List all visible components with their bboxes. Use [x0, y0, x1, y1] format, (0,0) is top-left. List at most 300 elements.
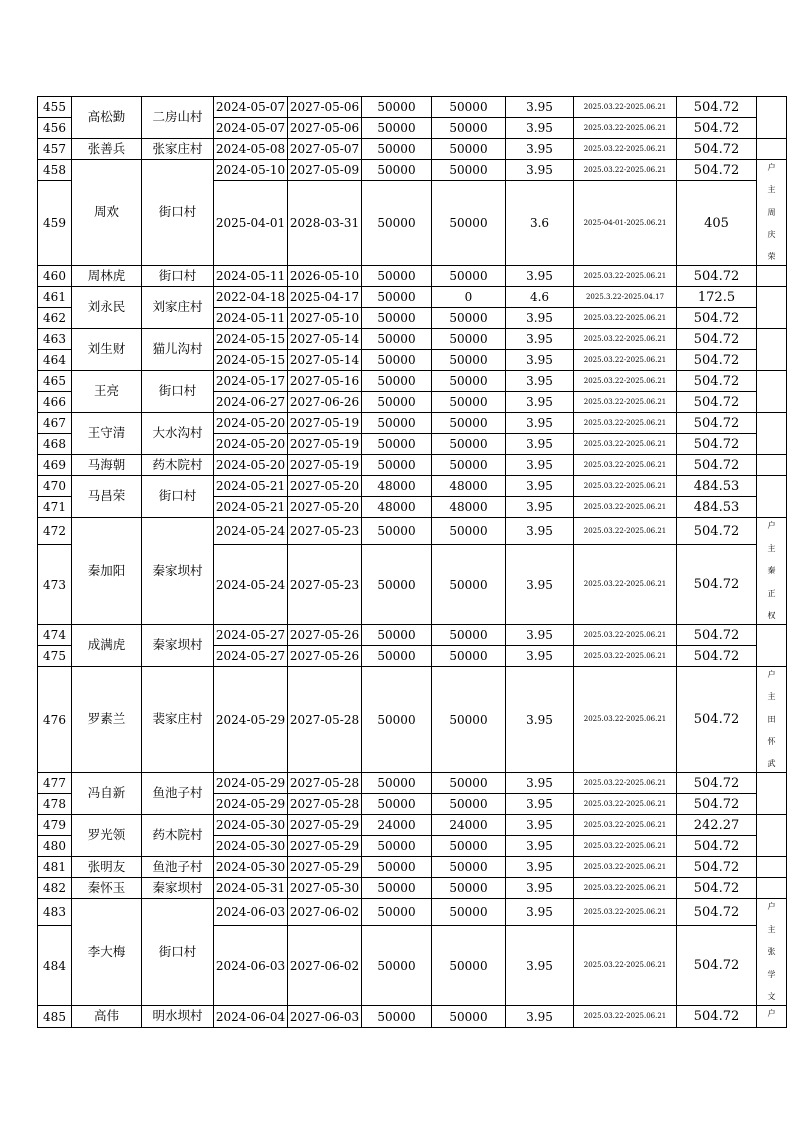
remark — [757, 773, 787, 815]
remark — [757, 878, 787, 899]
interest-rate: 3.95 — [506, 371, 574, 392]
loan-end-date: 2027-05-26 — [288, 646, 362, 667]
subsidy-interest: 504.72 — [677, 1006, 757, 1028]
interest-rate: 3.95 — [506, 392, 574, 413]
loan-balance: 50000 — [432, 308, 506, 329]
village-name: 街口村 — [142, 160, 214, 266]
row-number: 473 — [38, 545, 72, 625]
loan-start-date: 2025-04-01 — [214, 181, 288, 266]
loan-amount: 50000 — [362, 266, 432, 287]
loan-amount: 50000 — [362, 434, 432, 455]
interest-rate: 3.95 — [506, 350, 574, 371]
loan-amount: 50000 — [362, 97, 432, 118]
subsidy-period: 2025.03.22-2025.06.21 — [574, 545, 677, 625]
loan-amount: 50000 — [362, 160, 432, 181]
loan-start-date: 2024-06-27 — [214, 392, 288, 413]
interest-rate: 3.6 — [506, 181, 574, 266]
remark-char: 正 — [767, 588, 776, 598]
loan-balance: 50000 — [432, 518, 506, 545]
interest-rate: 3.95 — [506, 308, 574, 329]
subsidy-interest: 504.72 — [677, 329, 757, 350]
loan-start-date: 2024-05-21 — [214, 497, 288, 518]
loan-start-date: 2024-05-27 — [214, 625, 288, 646]
loan-balance: 50000 — [432, 857, 506, 878]
remark — [757, 160, 787, 266]
interest-rate: 3.95 — [506, 118, 574, 139]
subsidy-period: 2025.03.22-2025.06.21 — [574, 878, 677, 899]
loan-balance: 50000 — [432, 371, 506, 392]
loan-balance: 50000 — [432, 545, 506, 625]
remark-char: 户 — [767, 163, 776, 172]
remark-char: 学 — [767, 969, 776, 979]
remark-char: 户 — [767, 670, 776, 679]
row-number: 465 — [38, 371, 72, 392]
borrower-name: 马海朝 — [72, 455, 142, 476]
loan-balance: 50000 — [432, 667, 506, 773]
subsidy-period: 2025.03.22-2025.06.21 — [574, 392, 677, 413]
village-name: 秦家坝村 — [142, 878, 214, 899]
interest-rate: 3.95 — [506, 455, 574, 476]
village-name: 张家庄村 — [142, 139, 214, 160]
row-number: 468 — [38, 434, 72, 455]
borrower-name: 周欢 — [72, 160, 142, 266]
loan-end-date: 2027-05-07 — [288, 139, 362, 160]
loan-balance: 50000 — [432, 646, 506, 667]
subsidy-interest: 504.72 — [677, 392, 757, 413]
loan-start-date: 2024-05-30 — [214, 815, 288, 836]
subsidy-interest: 504.72 — [677, 118, 757, 139]
interest-rate: 3.95 — [506, 329, 574, 350]
table-row — [38, 815, 787, 836]
loan-start-date: 2024-05-30 — [214, 857, 288, 878]
loan-amount: 50000 — [362, 899, 432, 926]
interest-rate: 3.95 — [506, 878, 574, 899]
subsidy-period: 2025.03.22-2025.06.21 — [574, 308, 677, 329]
borrower-name: 马昌荣 — [72, 476, 142, 518]
loan-end-date: 2028-03-31 — [288, 181, 362, 266]
loan-end-date: 2025-04-17 — [288, 287, 362, 308]
interest-rate: 3.95 — [506, 476, 574, 497]
remark — [757, 139, 787, 160]
loan-balance: 50000 — [432, 97, 506, 118]
table-row — [38, 139, 787, 160]
subsidy-period: 2025.03.22-2025.06.21 — [574, 118, 677, 139]
village-name: 药木院村 — [142, 815, 214, 857]
subsidy-period: 2025.03.22-2025.06.21 — [574, 899, 677, 926]
table-row — [38, 329, 787, 350]
remark — [757, 266, 787, 287]
subsidy-interest: 504.72 — [677, 97, 757, 118]
subsidy-interest: 504.72 — [677, 350, 757, 371]
loan-start-date: 2024-05-29 — [214, 794, 288, 815]
subsidy-interest: 504.72 — [677, 518, 757, 545]
subsidy-interest: 504.72 — [677, 926, 757, 1006]
subsidy-interest: 484.53 — [677, 497, 757, 518]
subsidy-interest: 504.72 — [677, 667, 757, 773]
remark-char: 文 — [767, 992, 776, 1001]
loan-end-date: 2027-05-29 — [288, 836, 362, 857]
remark-char: 户 — [767, 902, 776, 911]
table-row — [38, 878, 787, 899]
loan-end-date: 2027-05-19 — [288, 434, 362, 455]
interest-rate: 3.95 — [506, 413, 574, 434]
subsidy-interest: 504.72 — [677, 434, 757, 455]
loan-start-date: 2024-06-03 — [214, 926, 288, 1006]
loan-balance: 50000 — [432, 836, 506, 857]
subsidy-period: 2025.03.22-2025.06.21 — [574, 773, 677, 794]
remark — [757, 815, 787, 857]
table-row — [38, 455, 787, 476]
loan-start-date: 2024-05-15 — [214, 329, 288, 350]
borrower-name: 成满虎 — [72, 625, 142, 667]
subsidy-interest: 504.72 — [677, 878, 757, 899]
subsidy-interest: 504.72 — [677, 899, 757, 926]
row-number: 464 — [38, 350, 72, 371]
subsidy-period: 2025.03.22-2025.06.21 — [574, 857, 677, 878]
loan-amount: 50000 — [362, 139, 432, 160]
subsidy-interest: 172.5 — [677, 287, 757, 308]
interest-rate: 3.95 — [506, 899, 574, 926]
loan-balance: 48000 — [432, 476, 506, 497]
loan-amount: 50000 — [362, 181, 432, 266]
remark-char: 主 — [767, 692, 776, 702]
village-name: 大水沟村 — [142, 413, 214, 455]
village-name: 街口村 — [142, 476, 214, 518]
interest-rate: 3.95 — [506, 773, 574, 794]
loan-amount: 50000 — [362, 926, 432, 1006]
loan-amount: 50000 — [362, 287, 432, 308]
loan-amount: 50000 — [362, 413, 432, 434]
loan-balance: 50000 — [432, 181, 506, 266]
row-number: 470 — [38, 476, 72, 497]
village-name: 药木院村 — [142, 455, 214, 476]
loan-balance: 50000 — [432, 794, 506, 815]
interest-rate: 3.95 — [506, 139, 574, 160]
village-name: 秦家坝村 — [142, 625, 214, 667]
loan-start-date: 2024-05-20 — [214, 413, 288, 434]
remark-char: 荣 — [767, 252, 776, 261]
subsidy-period: 2025.03.22-2025.06.21 — [574, 97, 677, 118]
remark — [757, 667, 787, 773]
village-name: 街口村 — [142, 899, 214, 1006]
interest-rate: 3.95 — [506, 667, 574, 773]
borrower-name: 王守清 — [72, 413, 142, 455]
borrower-name: 刘永民 — [72, 287, 142, 329]
row-number: 479 — [38, 815, 72, 836]
remark — [757, 97, 787, 139]
remark-char: 主 — [767, 543, 776, 553]
loan-start-date: 2024-05-11 — [214, 266, 288, 287]
interest-rate: 3.95 — [506, 625, 574, 646]
remark — [757, 455, 787, 476]
remark — [757, 476, 787, 518]
loan-start-date: 2024-05-08 — [214, 139, 288, 160]
subsidy-interest: 242.27 — [677, 815, 757, 836]
loan-balance: 50000 — [432, 413, 506, 434]
loan-amount: 50000 — [362, 646, 432, 667]
table-row — [38, 97, 787, 118]
row-number: 462 — [38, 308, 72, 329]
loan-amount: 50000 — [362, 836, 432, 857]
row-number: 472 — [38, 518, 72, 545]
table-row — [38, 667, 787, 773]
loan-end-date: 2027-05-29 — [288, 857, 362, 878]
loan-amount: 50000 — [362, 308, 432, 329]
subsidy-period: 2025.03.22-2025.06.21 — [574, 518, 677, 545]
borrower-name: 张明友 — [72, 857, 142, 878]
village-name: 秦家坝村 — [142, 518, 214, 625]
remark — [757, 857, 787, 878]
village-name: 刘家庄村 — [142, 287, 214, 329]
loan-amount: 48000 — [362, 476, 432, 497]
row-number: 467 — [38, 413, 72, 434]
loan-balance: 50000 — [432, 455, 506, 476]
remark-char: 户 — [767, 1009, 776, 1018]
village-name: 鱼池子村 — [142, 857, 214, 878]
row-number: 477 — [38, 773, 72, 794]
loan-end-date: 2027-05-06 — [288, 118, 362, 139]
loan-end-date: 2027-06-02 — [288, 926, 362, 1006]
village-name: 二房山村 — [142, 97, 214, 139]
subsidy-interest: 504.72 — [677, 455, 757, 476]
remark — [757, 371, 787, 413]
loan-start-date: 2024-05-29 — [214, 667, 288, 773]
subsidy-period: 2025.03.22-2025.06.21 — [574, 667, 677, 773]
loan-start-date: 2024-05-17 — [214, 371, 288, 392]
loan-end-date: 2027-06-03 — [288, 1006, 362, 1028]
row-number: 471 — [38, 497, 72, 518]
loan-start-date: 2024-05-31 — [214, 878, 288, 899]
subsidy-period: 2025.03.22-2025.06.21 — [574, 836, 677, 857]
remark-char: 怀 — [767, 736, 776, 746]
row-number: 458 — [38, 160, 72, 181]
subsidy-period: 2025.03.22-2025.06.21 — [574, 329, 677, 350]
row-number: 485 — [38, 1006, 72, 1028]
row-number: 481 — [38, 857, 72, 878]
loan-end-date: 2027-05-23 — [288, 545, 362, 625]
loan-balance: 50000 — [432, 878, 506, 899]
row-number: 457 — [38, 139, 72, 160]
borrower-name: 高松勤 — [72, 97, 142, 139]
village-name: 裴家庄村 — [142, 667, 214, 773]
loan-end-date: 2027-05-28 — [288, 667, 362, 773]
remark-char: 秦 — [767, 566, 776, 575]
loan-amount: 50000 — [362, 545, 432, 625]
subsidy-interest: 504.72 — [677, 857, 757, 878]
loan-amount: 50000 — [362, 667, 432, 773]
loan-start-date: 2024-05-24 — [214, 545, 288, 625]
subsidy-interest: 504.72 — [677, 308, 757, 329]
subsidy-interest: 504.72 — [677, 545, 757, 625]
interest-rate: 4.6 — [506, 287, 574, 308]
subsidy-interest: 504.72 — [677, 773, 757, 794]
borrower-name: 秦怀玉 — [72, 878, 142, 899]
loan-balance: 50000 — [432, 139, 506, 160]
loan-end-date: 2027-05-20 — [288, 476, 362, 497]
loan-start-date: 2024-05-30 — [214, 836, 288, 857]
subsidy-period: 2025.03.22-2025.06.21 — [574, 413, 677, 434]
subsidy-period: 2025.03.22-2025.06.21 — [574, 371, 677, 392]
loan-balance: 50000 — [432, 434, 506, 455]
remark-char: 张 — [767, 947, 776, 956]
loan-end-date: 2027-05-06 — [288, 97, 362, 118]
loan-start-date: 2024-05-11 — [214, 308, 288, 329]
loan-end-date: 2027-05-23 — [288, 518, 362, 545]
subsidy-interest: 484.53 — [677, 476, 757, 497]
subsidy-period: 2025.03.22-2025.06.21 — [574, 815, 677, 836]
subsidy-period: 2025.03.22-2025.06.21 — [574, 926, 677, 1006]
loan-end-date: 2027-05-20 — [288, 497, 362, 518]
loan-end-date: 2026-05-10 — [288, 266, 362, 287]
remark-char: 周 — [767, 207, 776, 217]
interest-rate: 3.95 — [506, 434, 574, 455]
table-row — [38, 625, 787, 646]
interest-rate: 3.95 — [506, 815, 574, 836]
subsidy-period: 2025-04-01-2025.06.21 — [574, 181, 677, 266]
row-number: 459 — [38, 181, 72, 266]
loan-balance: 50000 — [432, 160, 506, 181]
subsidy-period: 2025.03.22-2025.06.21 — [574, 434, 677, 455]
row-number: 469 — [38, 455, 72, 476]
loan-end-date: 2027-05-26 — [288, 625, 362, 646]
table-row — [38, 160, 787, 181]
borrower-name: 秦加阳 — [72, 518, 142, 625]
remark — [757, 413, 787, 455]
borrower-name: 刘生财 — [72, 329, 142, 371]
subsidy-interest: 504.72 — [677, 139, 757, 160]
remark — [757, 287, 787, 329]
loan-amount: 50000 — [362, 518, 432, 545]
loan-start-date: 2022-04-18 — [214, 287, 288, 308]
table-row — [38, 287, 787, 308]
village-name: 街口村 — [142, 371, 214, 413]
row-number: 466 — [38, 392, 72, 413]
loan-amount: 50000 — [362, 625, 432, 646]
loan-balance: 50000 — [432, 392, 506, 413]
loan-start-date: 2024-05-24 — [214, 518, 288, 545]
loan-balance: 50000 — [432, 329, 506, 350]
loan-end-date: 2027-05-29 — [288, 815, 362, 836]
subsidy-interest: 504.72 — [677, 413, 757, 434]
subsidy-period: 2025.03.22-2025.06.21 — [574, 497, 677, 518]
loan-start-date: 2024-05-20 — [214, 434, 288, 455]
subsidy-period: 2025.03.22-2025.06.21 — [574, 794, 677, 815]
loan-amount: 50000 — [362, 392, 432, 413]
borrower-name: 周林虎 — [72, 266, 142, 287]
remark-char: 权 — [767, 611, 776, 620]
loan-balance: 50000 — [432, 926, 506, 1006]
table-row — [38, 899, 787, 926]
table-row — [38, 266, 787, 287]
remark — [757, 899, 787, 1006]
loan-start-date: 2024-05-21 — [214, 476, 288, 497]
loan-end-date: 2027-05-28 — [288, 794, 362, 815]
loan-end-date: 2027-05-09 — [288, 160, 362, 181]
interest-rate: 3.95 — [506, 518, 574, 545]
row-number: 463 — [38, 329, 72, 350]
subsidy-interest: 504.72 — [677, 794, 757, 815]
subsidy-interest: 504.72 — [677, 266, 757, 287]
borrower-name: 李大梅 — [72, 899, 142, 1006]
loan-end-date: 2027-05-19 — [288, 413, 362, 434]
loan-balance: 50000 — [432, 899, 506, 926]
table-row — [38, 857, 787, 878]
loan-amount: 50000 — [362, 118, 432, 139]
loan-end-date: 2027-05-16 — [288, 371, 362, 392]
interest-rate: 3.95 — [506, 266, 574, 287]
table-row — [38, 413, 787, 434]
borrower-name: 冯自新 — [72, 773, 142, 815]
loan-amount: 50000 — [362, 878, 432, 899]
interest-rate: 3.95 — [506, 97, 574, 118]
table-row — [38, 476, 787, 497]
loan-end-date: 2027-06-02 — [288, 899, 362, 926]
remark — [757, 625, 787, 667]
loan-balance: 50000 — [432, 1006, 506, 1028]
borrower-name: 王亮 — [72, 371, 142, 413]
subsidy-period: 2025.03.22-2025.06.21 — [574, 266, 677, 287]
row-number: 478 — [38, 794, 72, 815]
loan-balance: 50000 — [432, 773, 506, 794]
interest-rate: 3.95 — [506, 545, 574, 625]
subsidy-period: 2025.03.22-2025.06.21 — [574, 625, 677, 646]
loan-amount: 50000 — [362, 371, 432, 392]
loan-amount: 50000 — [362, 857, 432, 878]
loan-end-date: 2027-05-30 — [288, 878, 362, 899]
loan-end-date: 2027-05-14 — [288, 329, 362, 350]
table-row — [38, 1006, 787, 1028]
loan-amount: 24000 — [362, 815, 432, 836]
loan-start-date: 2024-05-15 — [214, 350, 288, 371]
subsidy-interest: 504.72 — [677, 625, 757, 646]
subsidy-period: 2025.03.22-2025.06.21 — [574, 476, 677, 497]
row-number: 474 — [38, 625, 72, 646]
loan-end-date: 2027-05-28 — [288, 773, 362, 794]
subsidy-period: 2025.03.22-2025.06.21 — [574, 1006, 677, 1028]
loan-amount: 50000 — [362, 773, 432, 794]
loan-amount: 50000 — [362, 455, 432, 476]
interest-rate: 3.95 — [506, 857, 574, 878]
remark-char: 庆 — [767, 229, 776, 239]
row-number: 476 — [38, 667, 72, 773]
village-name: 街口村 — [142, 266, 214, 287]
interest-rate: 3.95 — [506, 497, 574, 518]
subsidy-period: 2025.03.22-2025.06.21 — [574, 350, 677, 371]
subsidy-period: 2025.03.22-2025.06.21 — [574, 160, 677, 181]
subsidy-table — [37, 96, 787, 1028]
interest-rate: 3.95 — [506, 836, 574, 857]
subsidy-period: 2025.3.22-2025.04.17 — [574, 287, 677, 308]
row-number: 460 — [38, 266, 72, 287]
subsidy-period: 2025.03.22-2025.06.21 — [574, 139, 677, 160]
row-number: 484 — [38, 926, 72, 1006]
row-number: 475 — [38, 646, 72, 667]
village-name: 鱼池子村 — [142, 773, 214, 815]
borrower-name: 张善兵 — [72, 139, 142, 160]
table-row — [38, 518, 787, 545]
table-row — [38, 371, 787, 392]
borrower-name: 高伟 — [72, 1006, 142, 1028]
loan-start-date: 2024-05-20 — [214, 455, 288, 476]
borrower-name: 罗素兰 — [72, 667, 142, 773]
remark-char: 武 — [767, 759, 776, 768]
subsidy-interest: 405 — [677, 181, 757, 266]
loan-amount: 50000 — [362, 1006, 432, 1028]
remark-char: 户 — [767, 521, 776, 530]
interest-rate: 3.95 — [506, 160, 574, 181]
village-name: 猫儿沟村 — [142, 329, 214, 371]
loan-balance: 50000 — [432, 625, 506, 646]
